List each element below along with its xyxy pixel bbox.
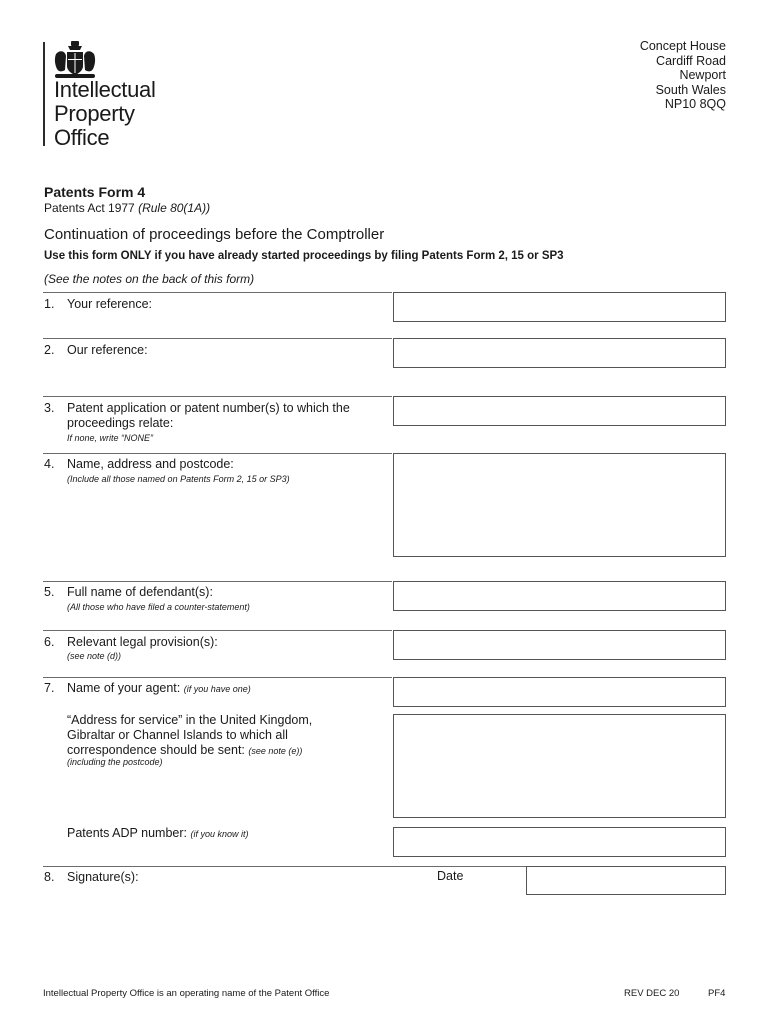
legal-provision-label: Relevant legal provision(s): bbox=[67, 635, 218, 649]
logo-wordmark bbox=[54, 78, 156, 150]
agent-name-inline-note: (if you have one) bbox=[183, 684, 251, 694]
adp-number-inline-note: (if you know it) bbox=[190, 829, 249, 839]
adp-number-input[interactable] bbox=[393, 827, 726, 857]
office-address bbox=[640, 39, 726, 112]
field-number: 4. bbox=[44, 457, 55, 471]
address-line: NP10 8QQ bbox=[664, 97, 726, 112]
address-line: Newport bbox=[679, 68, 726, 83]
divider bbox=[43, 630, 392, 631]
patent-number-input[interactable] bbox=[393, 396, 726, 426]
form-act bbox=[44, 201, 210, 215]
patent-number-label bbox=[67, 401, 350, 431]
name-address-label: Name, address and postcode: bbox=[67, 457, 234, 471]
logo-line-3: Office bbox=[54, 125, 110, 150]
adp-number-label-text: Patents ADP number: bbox=[67, 826, 187, 840]
address-for-service-note: (including the postcode) bbox=[67, 757, 163, 767]
address-line: South Wales bbox=[655, 82, 726, 97]
your-reference-input[interactable] bbox=[393, 292, 726, 322]
patent-number-label-line-1: Patent application or patent number(s) to which the bbox=[67, 401, 350, 415]
divider bbox=[43, 677, 392, 678]
name-address-input[interactable] bbox=[393, 453, 726, 557]
address-for-service-line-3-text: correspondence should be sent: bbox=[67, 743, 245, 757]
logo-divider bbox=[43, 42, 45, 146]
form-title: Patents Form 4 bbox=[44, 184, 146, 200]
address-for-service-input[interactable] bbox=[393, 714, 726, 818]
royal-coat-of-arms-icon bbox=[52, 40, 98, 80]
divider bbox=[43, 453, 392, 454]
defendant-name-input[interactable] bbox=[393, 581, 726, 611]
field-number: 2. bbox=[44, 343, 55, 357]
field-number: 3. bbox=[44, 401, 55, 415]
divider bbox=[43, 338, 392, 339]
legal-provision-input[interactable] bbox=[393, 630, 726, 660]
act-name: Patents Act 1977 bbox=[44, 201, 135, 215]
divider bbox=[43, 581, 392, 582]
adp-number-label bbox=[67, 826, 249, 842]
your-reference-label: Your reference: bbox=[67, 297, 153, 311]
logo-line-1: Intellectual bbox=[54, 77, 156, 102]
our-reference-input[interactable] bbox=[393, 338, 726, 368]
divider bbox=[43, 866, 546, 867]
field-number: 5. bbox=[44, 585, 55, 599]
signature-label: Signature(s): bbox=[67, 870, 139, 884]
field-number: 1. bbox=[44, 297, 55, 311]
form-use-instruction: Use this form ONLY if you have already started proceedings by filing Patents Form 2, 15 or SP3 bbox=[44, 250, 564, 262]
agent-name-label-text: Name of your agent: bbox=[67, 681, 181, 695]
defendant-name-note: (All those who have filed a counter-statement) bbox=[67, 602, 250, 612]
agent-name-label bbox=[67, 681, 251, 697]
footer-note: Intellectual Property Office is an operating name of the Patent Office bbox=[43, 988, 330, 999]
agent-name-input[interactable] bbox=[393, 677, 726, 707]
address-line: Concept House bbox=[639, 39, 726, 53]
logo-line-2: Property bbox=[54, 101, 135, 126]
patent-number-label-line-2: proceedings relate: bbox=[67, 416, 174, 430]
form-heading: Continuation of proceedings before the Comptroller bbox=[44, 226, 385, 243]
field-number: 6. bbox=[44, 635, 55, 649]
name-address-note: (Include all those named on Patents Form 2, 15 or SP3) bbox=[67, 474, 290, 484]
date-input[interactable] bbox=[526, 866, 726, 895]
our-reference-label: Our reference: bbox=[67, 343, 148, 357]
defendant-name-label: Full name of defendant(s): bbox=[67, 585, 213, 599]
footer-revision: REV DEC 20 bbox=[624, 988, 680, 999]
footer-form-code: PF4 bbox=[708, 988, 726, 999]
field-number: 7. bbox=[44, 681, 55, 695]
act-rule: (Rule 80(1A)) bbox=[138, 201, 211, 215]
legal-provision-note: (see note (d)) bbox=[67, 651, 122, 661]
divider bbox=[43, 292, 392, 293]
patent-number-note: If none, write “NONE” bbox=[67, 433, 154, 443]
form-see-notes: (See the notes on the back of this form) bbox=[44, 272, 255, 286]
address-for-service-line-1: “Address for service” in the United Kingdom, bbox=[67, 713, 313, 727]
address-for-service-label bbox=[67, 713, 312, 759]
date-label: Date bbox=[437, 869, 464, 883]
address-for-service-inline-note: (see note (e)) bbox=[248, 746, 303, 756]
address-for-service-line-2: Gibraltar or Channel Islands to which all bbox=[67, 728, 288, 742]
field-number: 8. bbox=[44, 870, 55, 884]
address-line: Cardiff Road bbox=[656, 53, 726, 68]
divider bbox=[43, 396, 392, 397]
